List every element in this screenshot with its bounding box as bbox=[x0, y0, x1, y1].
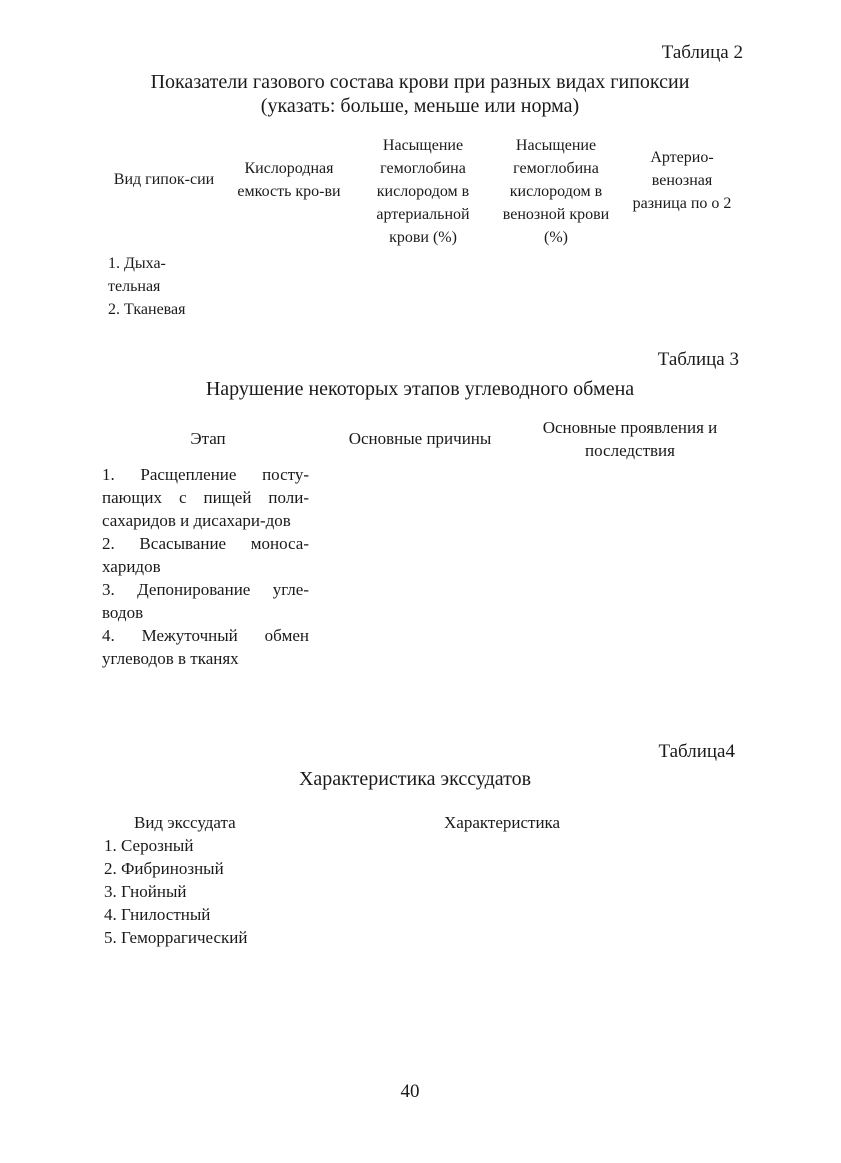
table2-header-av-difference: Артерио-венозная разница по о 2 bbox=[632, 149, 732, 212]
table2-title bbox=[90, 70, 750, 118]
table2-title-line2: (указать: больше, меньше или норма) bbox=[260, 95, 580, 117]
table4-rows bbox=[104, 834, 247, 949]
table3-row-carbohydrate-storage: 3. Депонирование угле-водов bbox=[102, 580, 309, 622]
table3-caption: Таблица 3 bbox=[657, 349, 739, 370]
table2-header-hypoxia-type: Вид гипок-сии bbox=[113, 171, 215, 188]
table3-header-causes: Основные причины bbox=[348, 429, 492, 448]
table4-header-characteristic: Характеристика bbox=[444, 813, 561, 832]
table4-caption: Таблица4 bbox=[658, 741, 735, 762]
table2-caption: Таблица 2 bbox=[661, 42, 743, 63]
table2-header-venous-saturation: Насыщение гемоглобина кислородом в венозной крови (%) bbox=[502, 137, 610, 246]
table3-row-intermediate-metabolism: 4. Межуточный обмен углеводов в тканях bbox=[102, 626, 309, 668]
table4-row-serous: 1. Серозный bbox=[104, 836, 194, 855]
table2-row-tissue: 2. Тканевая bbox=[108, 301, 186, 318]
table3-row-polysaccharide-breakdown: 1. Расщепление посту-пающих с пищей поли-сахаридов и дисахари-дов bbox=[102, 465, 309, 530]
table2-header-arterial-saturation: Насыщение гемоглобина кислородом в артериальной крови (%) bbox=[376, 137, 470, 246]
table4-row-purulent: 3. Гнойный bbox=[104, 882, 187, 901]
table3-header-manifestations: Основные проявления и последствия bbox=[542, 418, 718, 460]
table4-row-fibrinous: 2. Фибринозный bbox=[104, 859, 224, 878]
table3-title: Нарушение некоторых этапов углеводного обмена bbox=[205, 378, 635, 400]
table4-header-exudate-type: Вид экссудата bbox=[134, 813, 236, 832]
table2-header-oxygen-capacity: Кислородная емкость кро-ви bbox=[237, 160, 341, 200]
table2-row-respiratory: 1. Дыха-тельная bbox=[108, 255, 166, 295]
table3-rows bbox=[102, 463, 309, 670]
table3-row-monosaccharide-absorption: 2. Всасывание моноса-харидов bbox=[102, 534, 309, 576]
page-number: 40 bbox=[400, 1081, 420, 1102]
table2-title-line1: Показатели газового состава крови при разных видах гипоксии bbox=[150, 71, 690, 93]
table3-header-stage: Этап bbox=[190, 429, 226, 448]
table4-row-hemorrhagic: 5. Геморрагический bbox=[104, 928, 248, 947]
table4-row-putrid: 4. Гнилостный bbox=[104, 905, 211, 924]
table4-title: Характеристика экссудатов bbox=[298, 768, 532, 790]
